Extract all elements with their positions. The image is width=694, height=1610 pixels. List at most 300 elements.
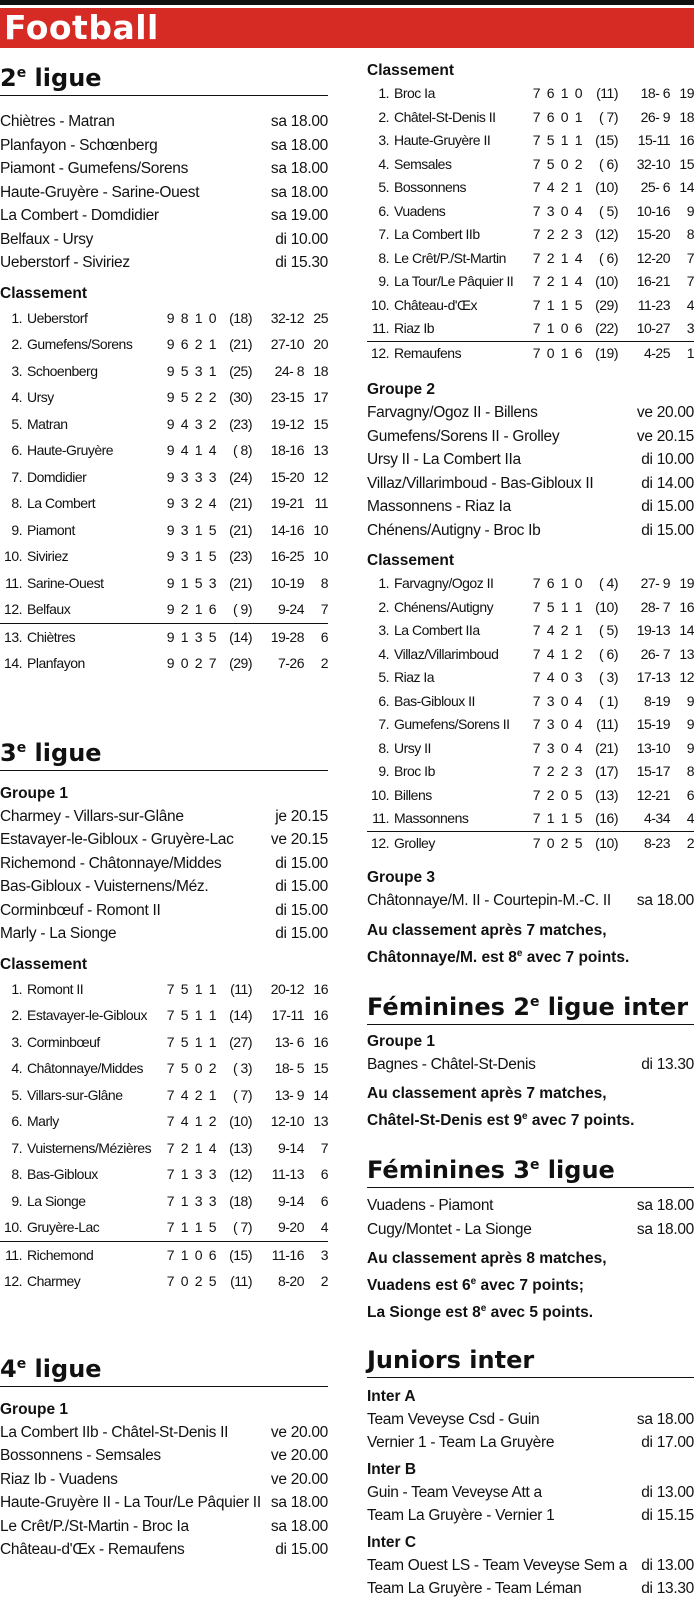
cell-rank: 1. <box>11 309 22 326</box>
match-row <box>0 204 328 228</box>
cell-penalty: ( 3) <box>233 1060 252 1076</box>
table-row <box>0 1188 328 1215</box>
cell-points: 4 <box>320 1219 328 1235</box>
match-row <box>0 181 328 205</box>
match-row <box>0 157 328 181</box>
match-list <box>367 1053 694 1077</box>
table-row <box>367 176 694 200</box>
cell-rank: 2. <box>378 598 389 615</box>
cell-team: La Combert <box>27 495 96 511</box>
table-row <box>367 760 694 784</box>
cell-played: 7 <box>532 249 540 266</box>
cell-played: 9 <box>166 362 174 379</box>
match-teams: La Combert IIb - Châtel-St-Denis II <box>0 1423 229 1441</box>
cell-drawn: 3 <box>194 468 202 485</box>
cell-drawn: 1 <box>560 344 568 361</box>
classement-label: Classement <box>0 284 88 302</box>
cell-won: 4 <box>546 179 554 195</box>
cell-team: Vuadens <box>394 202 446 219</box>
match-list <box>0 1421 328 1562</box>
cell-rank: 11. <box>372 320 389 336</box>
cell-drawn: 0 <box>194 1246 202 1263</box>
cell-penalty: (23) <box>229 548 252 564</box>
match-time: di 14.00 <box>641 474 694 492</box>
table-row <box>367 737 694 761</box>
match-row <box>0 1421 328 1445</box>
match-time: sa 18.00 <box>636 1220 694 1238</box>
cell-penalty: (21) <box>229 521 252 538</box>
match-row <box>0 251 328 275</box>
table-row <box>367 713 694 737</box>
cell-won: 6 <box>546 108 554 125</box>
group-label: Groupe 1 <box>0 1400 69 1418</box>
match-time: di 15.00 <box>275 925 328 942</box>
cell-penalty: (12) <box>229 1166 252 1182</box>
cell-lost: 4 <box>574 739 582 756</box>
cell-drawn: 5 <box>194 574 202 591</box>
cell-team: Ueberstorf <box>27 309 88 326</box>
cell-rank: 4. <box>11 389 22 405</box>
match-row <box>0 110 328 134</box>
table-row <box>0 1002 328 1029</box>
cell-goals: 15-20 <box>636 226 670 242</box>
cell-lost: 7 <box>208 655 216 671</box>
cell-lost: 1 <box>208 1033 216 1050</box>
cell-won: 4 <box>546 622 554 638</box>
table-row <box>367 807 694 832</box>
cell-team: Romont II <box>27 980 84 997</box>
cell-drawn: 1 <box>194 442 202 458</box>
table-row <box>367 596 694 620</box>
cell-penalty: (16) <box>595 810 618 826</box>
match-row <box>0 1491 328 1515</box>
match-teams: Chénens/Autigny - Broc Ib <box>367 521 541 539</box>
cell-won: 0 <box>180 655 188 671</box>
cell-goals: 13- 9 <box>274 1086 304 1103</box>
cell-played: 9 <box>166 521 174 538</box>
cell-points: 6 <box>320 1166 328 1182</box>
cell-team: Châtel-St-Denis II <box>394 108 496 125</box>
cell-rank: 9. <box>378 763 389 779</box>
cell-rank: 12. <box>4 1273 22 1289</box>
cell-team: Riaz Ib <box>394 320 435 336</box>
cell-drawn: 0 <box>560 739 568 756</box>
cell-penalty: (18) <box>229 1192 252 1209</box>
cell-goals: 4-25 <box>643 344 670 361</box>
cell-points: 4 <box>686 810 694 826</box>
cell-goals: 15-19 <box>636 716 670 732</box>
cell-lost: 0 <box>208 309 216 326</box>
match-teams: La Combert - Domdidier <box>0 207 159 224</box>
cell-drawn: 3 <box>194 362 202 379</box>
cell-team: Gruyère-Lac <box>27 1219 100 1235</box>
cell-points: 8 <box>320 574 328 591</box>
table-row <box>367 82 694 106</box>
cell-penalty: (29) <box>595 296 618 313</box>
cell-won: 0 <box>546 834 554 851</box>
cell-drawn: 1 <box>560 810 568 826</box>
cell-goals: 14-16 <box>270 521 304 538</box>
match-time: sa 18.00 <box>636 892 694 909</box>
cell-points: 19 <box>679 575 694 591</box>
cell-penalty: (11) <box>596 85 618 101</box>
cell-drawn: 0 <box>194 1060 202 1076</box>
cell-drawn: 2 <box>560 834 568 851</box>
match-time: ve 20.00 <box>636 404 694 421</box>
cell-points: 7 <box>686 249 694 266</box>
cell-won: 1 <box>180 1166 188 1182</box>
cell-drawn: 2 <box>194 655 202 671</box>
cell-team: La Combert IIa <box>394 622 480 638</box>
cell-drawn: 1 <box>194 548 202 564</box>
cell-team: Planfayon <box>27 655 85 671</box>
cell-drawn: 1 <box>194 1007 202 1023</box>
cell-goals: 9-20 <box>277 1219 304 1235</box>
cell-team: Sarine-Ouest <box>27 574 104 591</box>
cell-team: La Combert IIb <box>394 226 480 242</box>
cell-penalty: ( 6) <box>599 155 618 172</box>
cell-rank: 4. <box>11 1060 22 1076</box>
cell-penalty: (21) <box>229 574 252 591</box>
cell-team: Vuisternens/Mézières <box>27 1139 152 1156</box>
cell-won: 5 <box>180 980 188 997</box>
match-row <box>367 1554 694 1578</box>
cell-team: Château-d'Œx <box>394 296 478 313</box>
match-row <box>367 1053 694 1077</box>
cell-played: 7 <box>532 692 540 709</box>
cell-rank: 7. <box>11 468 22 485</box>
cell-goals: 24- 8 <box>274 362 304 379</box>
match-list <box>367 401 694 542</box>
cell-drawn: 1 <box>194 1033 202 1050</box>
cell-goals: 26- 9 <box>640 108 670 125</box>
match-time: sa 18.00 <box>270 183 328 201</box>
cell-team: Marly <box>27 1113 59 1129</box>
table-row <box>367 619 694 643</box>
cell-team: Matran <box>27 415 68 432</box>
cell-goals: 16-25 <box>270 548 304 564</box>
cell-goals: 10-19 <box>270 574 304 591</box>
match-time: di 15.00 <box>275 1541 328 1558</box>
cell-team: Broc Ia <box>394 85 435 101</box>
cell-points: 9 <box>686 716 694 732</box>
cell-points: 10 <box>313 548 328 564</box>
cell-won: 5 <box>180 1060 188 1076</box>
cell-played: 7 <box>166 980 174 997</box>
cell-won: 3 <box>180 468 188 485</box>
cell-lost: 2 <box>208 1060 216 1076</box>
cell-penalty: (19) <box>595 344 618 361</box>
cell-penalty: ( 6) <box>599 249 618 266</box>
match-list <box>367 1408 694 1455</box>
cell-won: 0 <box>546 344 554 361</box>
cell-rank: 8. <box>11 495 22 511</box>
cell-points: 19 <box>679 85 694 101</box>
cell-team: Haute-Gruyère II <box>394 132 491 148</box>
cell-drawn: 1 <box>194 521 202 538</box>
cell-penalty: (17) <box>595 763 618 779</box>
cell-points: 15 <box>313 415 328 432</box>
cell-lost: 4 <box>574 716 582 732</box>
cell-rank: 5. <box>378 179 389 195</box>
cell-points: 11 <box>314 495 328 511</box>
cell-points: 7 <box>320 601 328 617</box>
cell-drawn: 2 <box>194 336 202 352</box>
cell-goals: 11-13 <box>271 1166 304 1182</box>
cell-goals: 9-14 <box>277 1139 304 1156</box>
cell-penalty: ( 6) <box>599 645 618 662</box>
cell-lost: 1 <box>208 1007 216 1023</box>
cell-drawn: 3 <box>194 628 202 645</box>
cell-penalty: ( 7) <box>599 108 618 125</box>
match-teams: Bossonnens - Semsales <box>0 1447 161 1464</box>
cell-rank: 9. <box>378 273 389 289</box>
cell-won: 1 <box>180 1246 188 1263</box>
cell-drawn: 0 <box>560 786 568 803</box>
cell-penalty: (11) <box>230 1273 252 1289</box>
cell-played: 9 <box>166 336 174 352</box>
table-row <box>367 342 694 366</box>
match-teams: Team Veveyse Csd - Guin <box>367 1410 540 1428</box>
match-teams: Chiètres - Matran <box>0 113 115 130</box>
match-teams: Bas-Gibloux - Vuisternens/Méz. <box>0 878 209 895</box>
cell-played: 7 <box>532 108 540 125</box>
group-label: Groupe 3 <box>367 869 436 886</box>
ranking-note: Au classement après 7 matches, Châtonnaye/M. est 8e avec 7 points. <box>367 921 630 966</box>
cell-penalty: (13) <box>595 786 618 803</box>
cell-drawn: 0 <box>560 716 568 732</box>
cell-points: 14 <box>313 1086 328 1103</box>
cell-goals: 19-12 <box>270 415 304 432</box>
cell-played: 7 <box>532 786 540 803</box>
cell-rank: 11. <box>372 810 389 826</box>
cell-penalty: ( 5) <box>599 202 618 219</box>
cell-goals: 18-16 <box>270 442 304 458</box>
match-time: di 17.00 <box>641 1434 694 1452</box>
match-row <box>367 425 694 449</box>
cell-goals: 18- 6 <box>640 85 670 101</box>
cell-penalty: (23) <box>229 415 252 432</box>
cell-penalty: (30) <box>229 389 252 405</box>
page-title: Football <box>0 8 694 48</box>
cell-goals: 9-24 <box>277 601 304 617</box>
cell-goals: 12-10 <box>270 1113 304 1129</box>
cell-lost: 6 <box>208 601 216 617</box>
cell-played: 7 <box>532 834 540 851</box>
cell-won: 4 <box>180 1113 188 1129</box>
cell-won: 1 <box>180 1219 188 1235</box>
cell-goals: 19-28 <box>270 628 304 645</box>
cell-rank: 7. <box>378 716 389 732</box>
cell-penalty: ( 5) <box>599 622 618 638</box>
cell-lost: 4 <box>574 273 582 289</box>
cell-penalty: (11) <box>230 980 252 997</box>
cell-team: Gumefens/Sorens II <box>394 716 510 732</box>
cell-played: 7 <box>532 132 540 148</box>
cell-played: 7 <box>166 1113 174 1129</box>
cell-penalty: (21) <box>229 336 252 352</box>
match-teams: Team La Gruyère - Vernier 1 <box>367 1507 555 1525</box>
match-time: ve 20.00 <box>270 1470 328 1488</box>
cell-penalty: ( 7) <box>233 1086 252 1103</box>
match-time: di 15.00 <box>275 878 328 895</box>
cell-points: 4 <box>686 296 694 313</box>
section-title-4e-ligue: 4e ligue <box>0 1347 328 1387</box>
cell-won: 4 <box>180 442 188 458</box>
cell-rank: 4. <box>378 645 389 662</box>
cell-played: 9 <box>166 415 174 432</box>
cell-lost: 4 <box>208 1139 216 1156</box>
cell-goals: 25- 6 <box>640 179 670 195</box>
table-row <box>367 247 694 271</box>
cell-team: Bossonnens <box>394 179 467 195</box>
cell-team: Haute-Gruyère <box>27 442 114 458</box>
cell-points: 9 <box>686 739 694 756</box>
table-row <box>0 1214 328 1242</box>
cell-won: 1 <box>180 1192 188 1209</box>
cell-drawn: 2 <box>194 1086 202 1103</box>
table-row <box>367 832 694 856</box>
match-teams: Estavayer-le-Gibloux - Gruyère-Lac <box>0 831 234 848</box>
cell-rank: 3. <box>378 622 389 638</box>
cell-points: 6 <box>686 786 694 803</box>
cell-goals: 15-20 <box>270 468 304 485</box>
cell-drawn: 1 <box>560 598 568 615</box>
table-row <box>367 129 694 153</box>
table-row <box>0 331 328 358</box>
cell-won: 5 <box>180 1033 188 1050</box>
table-row <box>367 106 694 130</box>
cell-rank: 7. <box>11 1139 22 1156</box>
cell-team: Bas-Gibloux <box>27 1166 98 1182</box>
cell-penalty: (14) <box>229 1007 252 1023</box>
table-row <box>367 200 694 224</box>
cell-lost: 4 <box>574 202 582 219</box>
cell-goals: 16-21 <box>636 273 670 289</box>
cell-won: 2 <box>546 226 554 242</box>
cell-drawn: 3 <box>194 415 202 432</box>
match-time: di 10.00 <box>275 230 328 248</box>
match-teams: Richemond - Châtonnaye/Middes <box>0 854 222 872</box>
match-row <box>0 1515 328 1539</box>
cell-lost: 1 <box>574 598 582 615</box>
cell-won: 5 <box>180 1007 188 1023</box>
cell-goals: 19-13 <box>636 622 670 638</box>
cell-drawn: 1 <box>194 980 202 997</box>
match-time: di 13.30 <box>641 1580 694 1598</box>
cell-lost: 3 <box>574 669 582 685</box>
table-row <box>0 1161 328 1188</box>
cell-team: Billens <box>394 786 432 803</box>
cell-played: 7 <box>532 155 540 172</box>
cell-points: 16 <box>313 1007 328 1023</box>
cell-penalty: (10) <box>595 179 618 195</box>
cell-played: 9 <box>166 468 174 485</box>
match-row <box>367 1431 694 1455</box>
cell-points: 3 <box>686 320 694 336</box>
cell-penalty: (10) <box>229 1113 252 1129</box>
table-row <box>367 784 694 808</box>
cell-played: 7 <box>166 1139 174 1156</box>
cell-goals: 27-10 <box>270 336 304 352</box>
cell-played: 7 <box>532 575 540 591</box>
cell-won: 2 <box>180 601 188 617</box>
cell-played: 7 <box>532 645 540 662</box>
cell-lost: 3 <box>574 763 582 779</box>
match-teams: Villaz/Villarimboud - Bas-Gibloux II <box>367 474 594 492</box>
cell-won: 4 <box>180 1086 188 1103</box>
match-teams: Marly - La Sionge <box>0 925 117 942</box>
cell-lost: 1 <box>574 622 582 638</box>
cell-rank: 3. <box>11 1033 22 1050</box>
cell-points: 13 <box>679 645 694 662</box>
match-row <box>367 1504 694 1528</box>
match-time: je 20.15 <box>275 807 328 825</box>
cell-drawn: 0 <box>560 669 568 685</box>
cell-played: 7 <box>166 1007 174 1023</box>
cell-team: Piamont <box>27 521 75 538</box>
match-time: sa 18.00 <box>270 113 328 130</box>
cell-lost: 5 <box>208 1273 216 1289</box>
classement-label: Classement <box>367 552 455 569</box>
table-row <box>367 572 694 596</box>
cell-won: 4 <box>546 645 554 662</box>
cell-lost: 6 <box>574 320 582 336</box>
cell-goals: 28- 7 <box>640 598 670 615</box>
cell-goals: 11-16 <box>271 1246 304 1263</box>
cell-lost: 4 <box>574 692 582 709</box>
cell-played: 7 <box>532 273 540 289</box>
cell-won: 1 <box>546 810 554 826</box>
cell-points: 6 <box>320 1192 328 1209</box>
cell-lost: 6 <box>574 344 582 361</box>
cell-drawn: 0 <box>560 202 568 219</box>
cell-lost: 3 <box>208 574 216 591</box>
cell-won: 5 <box>180 362 188 379</box>
cell-played: 7 <box>532 669 540 685</box>
cell-goals: 13-10 <box>636 739 670 756</box>
table-row <box>367 690 694 714</box>
standings-table <box>367 572 694 855</box>
cell-drawn: 1 <box>560 575 568 591</box>
cell-rank: 12. <box>371 834 389 851</box>
cell-points: 12 <box>679 669 694 685</box>
cell-lost: 5 <box>208 548 216 564</box>
cell-drawn: 2 <box>194 495 202 511</box>
cell-played: 9 <box>166 628 174 645</box>
cell-played: 7 <box>532 598 540 615</box>
cell-played: 9 <box>166 574 174 591</box>
cell-penalty: (24) <box>229 468 252 485</box>
cell-played: 9 <box>166 655 174 671</box>
match-row <box>0 922 328 946</box>
cell-goals: 10-27 <box>636 320 670 336</box>
match-time: di 13.30 <box>641 1055 694 1073</box>
match-list <box>367 889 694 913</box>
cell-rank: 12. <box>371 344 389 361</box>
table-row <box>0 624 328 651</box>
cell-lost: 5 <box>574 834 582 851</box>
cell-team: Villaz/Villarimboud <box>394 645 499 662</box>
cell-penalty: (11) <box>596 716 618 732</box>
cell-team: Grolley <box>394 834 435 851</box>
cell-goals: 4-34 <box>643 810 670 826</box>
table-row <box>0 1055 328 1082</box>
cell-team: Corminbœuf <box>27 1033 100 1050</box>
cell-rank: 11. <box>5 1246 22 1263</box>
cell-lost: 1 <box>208 1086 216 1103</box>
match-teams: Vernier 1 - Team La Gruyère <box>367 1434 555 1452</box>
